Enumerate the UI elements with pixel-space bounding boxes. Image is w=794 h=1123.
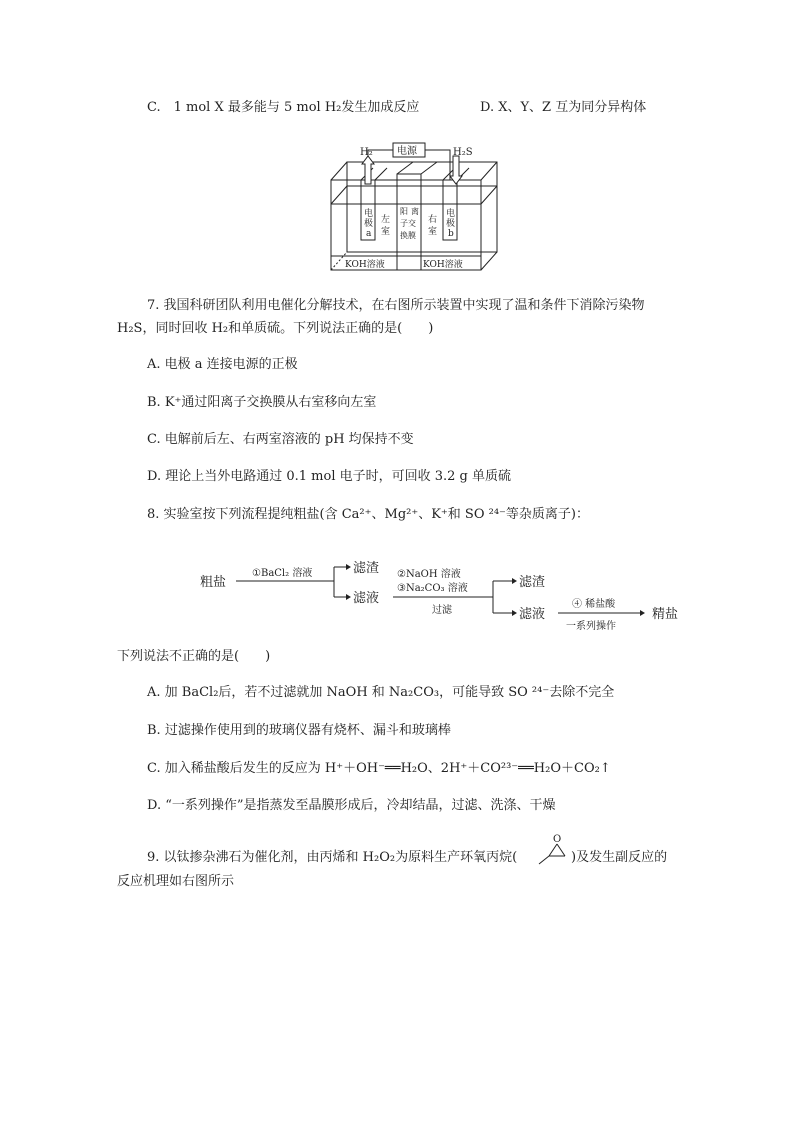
q7-option-d: D. 理论上当外电路通过 0.1 mol 电子时，可回收 3.2 g 单质硫 <box>147 469 512 484</box>
q9-stem-line2: 反应机理如右图所示 <box>117 874 235 889</box>
h2s-label: H₂S <box>453 147 473 158</box>
residue1-label: 滤渣 <box>353 561 380 576</box>
q8-option-a: A. 加 BaCl₂后，若不过滤就加 NaOH 和 Na₂CO₃，可能导致 SO ²⁴⁻去除不完全 <box>147 685 615 700</box>
q9-stem-part-a: 9. 以钛掺杂沸石为催化剂，由丙烯和 H₂O₂为原料生产环氧丙烷( <box>147 850 518 865</box>
electrode-b-label-2: 极 <box>446 219 456 229</box>
q8-stem: 8. 实验室按下列流程提纯粗盐(含 Ca²⁺、Mg²⁺、K⁺和 SO ²⁴⁻等杂质离子)： <box>147 507 589 522</box>
q7-option-c: C. 电解前后左、右两室溶液的 pH 均保持不变 <box>147 432 414 447</box>
q6-option-d: D. X、Y、Z 互为同分异构体 <box>480 100 647 115</box>
q8-option-c: C. 加入稀盐酸后发生的反应为 H⁺＋OH⁻══H₂O、2H⁺＋CO²³⁻══H₂O＋CO₂↑ <box>147 761 611 776</box>
refined-salt-label: 精盐 <box>652 607 679 622</box>
step3-na2co3-label: ③Na₂CO₃ 溶液 <box>397 583 468 594</box>
filter-label: 过滤 <box>432 605 452 616</box>
q9-stem-part-b: )及发生副反应的 <box>571 850 668 865</box>
q7-option-a: A. 电极 a 连接电源的正极 <box>147 357 298 372</box>
electrode-b-label-3: b <box>448 229 454 239</box>
residue2-label: 滤渣 <box>519 575 546 590</box>
electrode-a-label-3: a <box>366 229 372 239</box>
koh-right-label: KOH溶液 <box>423 260 463 270</box>
q8-lead: 下列说法不正确的是( ) <box>117 649 271 664</box>
koh-left-label: KOH溶液 <box>345 260 385 270</box>
right-room-label-2: 室 <box>428 227 438 237</box>
q8-option-b: B. 过滤操作使用到的玻璃仪器有烧杯、漏斗和玻璃棒 <box>147 723 451 738</box>
step2-naoh-label: ②NaOH 溶液 <box>397 569 461 580</box>
electrode-b-label-1: 电 <box>446 209 456 219</box>
step4-hcl-label: ④ 稀盐酸 <box>572 599 616 610</box>
membrane-label-1: 阳 <box>400 207 408 216</box>
filtrate1-label: 滤液 <box>353 591 380 606</box>
right-room-label-1: 右 <box>428 215 438 225</box>
q6-option-c: C. 1 mol X 最多能与 5 mol H₂发生加成反应 <box>147 100 420 115</box>
power-source-label: 电源 <box>397 146 417 157</box>
epoxide-oxygen-label: O <box>553 834 562 845</box>
q8-option-d: D. “一系列操作”是指蒸发至晶膜形成后，冷却结晶，过滤、洗涤、干燥 <box>147 798 556 813</box>
membrane-label-2: 离 <box>411 207 419 216</box>
electrolysis-cell-diagram <box>325 140 505 275</box>
step1-bacl2-label: ①BaCl₂ 溶液 <box>252 568 313 579</box>
series-operations-label: 一系列操作 <box>566 621 616 632</box>
membrane-label-4: 换膜 <box>400 231 416 240</box>
left-room-label-2: 室 <box>381 227 391 237</box>
h2-label: H₂ <box>360 147 373 158</box>
electrode-a-label-2: 极 <box>364 219 374 229</box>
propylene-oxide-structure-icon <box>537 832 571 868</box>
q7-stem-line2: H₂S，同时回收 H₂和单质硫。下列说法正确的是( ) <box>117 321 434 336</box>
purification-flowchart <box>200 555 690 635</box>
crude-salt-label: 粗盐 <box>200 575 227 590</box>
electrode-a-label-1: 电 <box>364 209 374 219</box>
q7-option-b: B. K⁺通过阳离子交换膜从右室移向左室 <box>147 395 377 410</box>
membrane-label-3: 子交 <box>400 219 416 228</box>
filtrate2-label: 滤液 <box>519 607 546 622</box>
q7-stem-line1: 7. 我国科研团队利用电催化分解技术，在右图所示装置中实现了温和条件下消除污染物 <box>147 298 645 313</box>
left-room-label-1: 左 <box>381 215 391 225</box>
